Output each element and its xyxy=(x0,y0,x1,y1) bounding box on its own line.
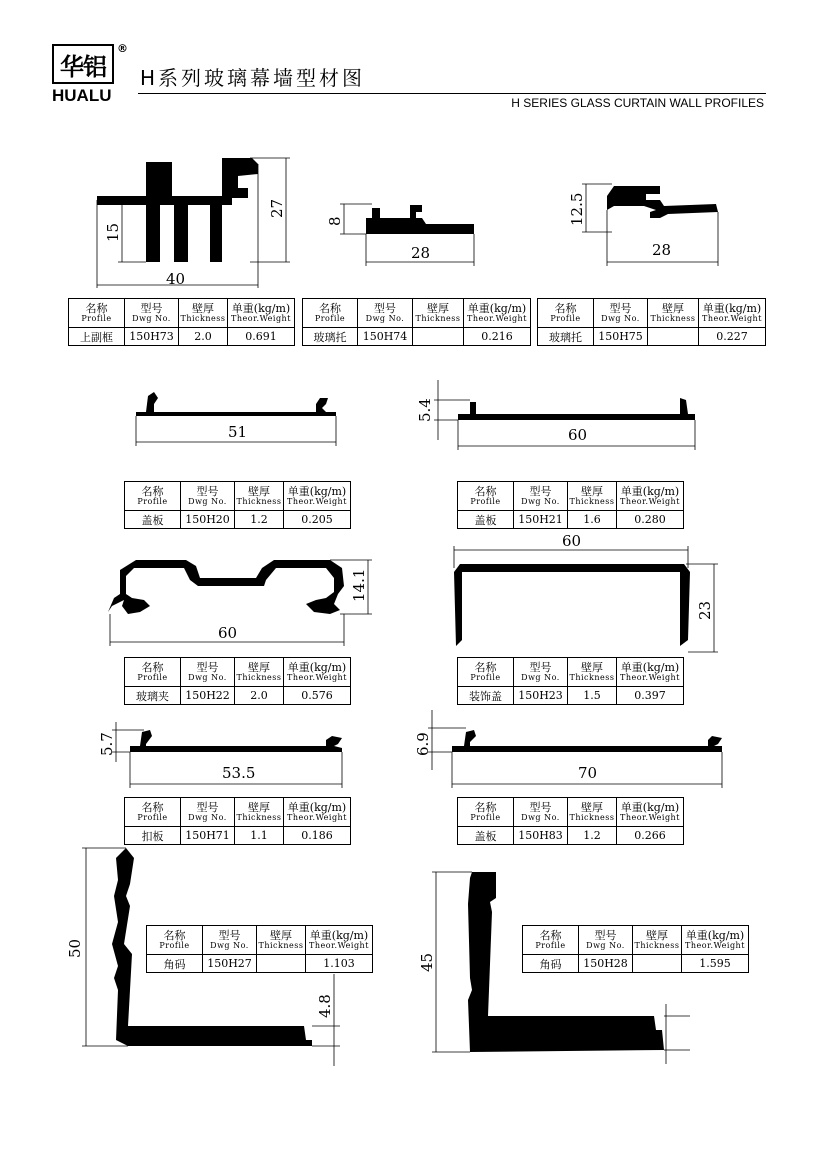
table-cell-dwg: 150H21 xyxy=(514,511,568,529)
header-cn: 单重(kg/m) xyxy=(309,928,369,942)
table-cell-thickness xyxy=(648,328,699,346)
dim-label: 50 xyxy=(66,938,84,958)
table-cell-name: 盖板 xyxy=(458,827,514,845)
header-cn: 型号 xyxy=(374,301,396,315)
dim-label: 53.5 xyxy=(222,764,256,782)
spec-table xyxy=(457,481,684,529)
header-en: Theor.Weight xyxy=(287,672,347,682)
table-header-cell xyxy=(69,299,125,328)
table-header-cell xyxy=(179,299,228,328)
profile-150H71-shape xyxy=(130,730,342,752)
header-en: Theor.Weight xyxy=(702,313,762,323)
table-cell-name: 装饰盖 xyxy=(458,687,514,705)
header-cn: 型号 xyxy=(196,660,219,674)
profile-150H22-shape xyxy=(108,560,344,614)
header-cn: 壁厚 xyxy=(248,800,270,814)
header-en: Theor.Weight xyxy=(287,496,347,506)
profile-150H75-shape xyxy=(607,186,718,218)
table-header-cell xyxy=(523,926,579,955)
page-title-en: H SERIES GLASS CURTAIN WALL PROFILES xyxy=(511,96,764,110)
header-en: Profile xyxy=(550,313,581,323)
dim-label: 6.9 xyxy=(414,732,432,756)
dim-label: 60 xyxy=(562,532,582,550)
spec-table xyxy=(124,797,351,845)
table-cell-weight: 0.691 xyxy=(228,328,295,346)
profile-150H23-shape xyxy=(454,564,690,646)
header-en: Thickness xyxy=(650,313,696,323)
dim-label: 40 xyxy=(166,270,186,288)
header-en: Thickness xyxy=(180,313,226,323)
header-cn: 名称 xyxy=(85,301,108,315)
dim-label: 12.5 xyxy=(568,192,586,226)
header-en: Profile xyxy=(159,940,190,950)
header-en: Profile xyxy=(81,313,112,323)
table-cell-weight: 0.205 xyxy=(284,511,351,529)
header-en: Dwg No. xyxy=(521,672,560,682)
logo-chars: 华铝 xyxy=(60,52,106,81)
header-en: Theor.Weight xyxy=(620,812,680,822)
header-en: Profile xyxy=(137,812,168,822)
profile-150H21-shape xyxy=(458,398,695,420)
table-header-cell xyxy=(284,658,351,687)
header-cn: 单重(kg/m) xyxy=(702,301,762,315)
header-en: Dwg No. xyxy=(521,812,560,822)
header-en: Dwg No. xyxy=(188,812,227,822)
header-cn: 壁厚 xyxy=(662,301,684,315)
table-cell-dwg: 150H23 xyxy=(514,687,568,705)
spec-table xyxy=(146,925,373,973)
header-en: Theor.Weight xyxy=(309,940,369,950)
profile-150H74-shape xyxy=(366,205,474,234)
table-cell-dwg: 150H27 xyxy=(203,955,257,973)
profile-150H83-shape xyxy=(452,730,722,752)
header-en: Dwg No. xyxy=(601,313,640,323)
table-cell-name: 盖板 xyxy=(125,511,181,529)
table-cell-weight: 0.227 xyxy=(699,328,766,346)
table-header-cell xyxy=(538,299,594,328)
table-header-cell xyxy=(464,299,531,328)
header-cn: 壁厚 xyxy=(646,928,668,942)
header-cn: 名称 xyxy=(141,660,164,674)
page-title-cn: H系列玻璃幕墙型材图 xyxy=(140,66,366,90)
header-en: Theor.Weight xyxy=(685,940,745,950)
dim-label: 70 xyxy=(578,764,598,782)
spec-table xyxy=(124,657,351,705)
table-cell-thickness: 1.2 xyxy=(235,511,284,529)
table-header-cell xyxy=(514,482,568,511)
table-cell-weight: 0.397 xyxy=(617,687,684,705)
dim-label: 45 xyxy=(418,952,436,972)
table-header-cell xyxy=(568,482,617,511)
header-cn: 名称 xyxy=(163,928,186,942)
table-cell-name: 玻璃夹 xyxy=(125,687,181,705)
dim-label: 60 xyxy=(218,624,238,642)
table-header-cell xyxy=(125,658,181,687)
dim-label: 4.8 xyxy=(316,994,334,1018)
table-header-cell xyxy=(514,658,568,687)
header-en: Theor.Weight xyxy=(620,672,680,682)
header-en: Profile xyxy=(470,672,501,682)
header-cn: 壁厚 xyxy=(270,928,292,942)
table-header-cell xyxy=(458,798,514,827)
table-header-cell xyxy=(235,482,284,511)
dim-label: 27 xyxy=(268,198,286,218)
header-cn: 单重(kg/m) xyxy=(231,301,291,315)
table-header-cell xyxy=(458,658,514,687)
dim-label: 23 xyxy=(696,600,714,620)
header-cn: 单重(kg/m) xyxy=(685,928,745,942)
table-header-cell xyxy=(306,926,373,955)
header-en: Profile xyxy=(535,940,566,950)
header-cn: 型号 xyxy=(529,484,552,498)
table-header-cell xyxy=(284,482,351,511)
table-cell-thickness: 2.0 xyxy=(235,687,284,705)
table-cell-thickness: 1.6 xyxy=(568,511,617,529)
dim-label: 5.7 xyxy=(98,732,116,756)
dim-label: 51 xyxy=(228,423,248,441)
header-cn: 型号 xyxy=(196,800,219,814)
table-cell-weight: 0.280 xyxy=(617,511,684,529)
table-header-cell xyxy=(125,299,179,328)
table-header-cell xyxy=(235,658,284,687)
spec-table xyxy=(457,657,684,705)
table-cell-name: 盖板 xyxy=(458,511,514,529)
header-cn: 壁厚 xyxy=(248,484,270,498)
header-en: Theor.Weight xyxy=(287,812,347,822)
table-header-cell xyxy=(514,798,568,827)
table-header-cell xyxy=(235,798,284,827)
header-en: Thickness xyxy=(236,812,282,822)
table-cell-thickness xyxy=(633,955,682,973)
table-cell-weight: 0.216 xyxy=(464,328,531,346)
header-cn: 名称 xyxy=(554,301,577,315)
header-cn: 单重(kg/m) xyxy=(620,660,680,674)
table-header-cell xyxy=(699,299,766,328)
table-cell-dwg: 150H20 xyxy=(181,511,235,529)
table-header-cell xyxy=(617,482,684,511)
header-cn: 壁厚 xyxy=(427,301,449,315)
header-cn: 壁厚 xyxy=(581,800,603,814)
dim-label: 14.1 xyxy=(350,568,368,602)
header-en: Dwg No. xyxy=(132,313,171,323)
header-cn: 型号 xyxy=(196,484,219,498)
table-header-cell xyxy=(458,482,514,511)
header-cn: 壁厚 xyxy=(581,484,603,498)
spec-table xyxy=(457,797,684,845)
table-header-cell xyxy=(568,658,617,687)
header-cn: 名称 xyxy=(474,800,497,814)
header-cn: 单重(kg/m) xyxy=(620,484,680,498)
table-cell-weight: 1.103 xyxy=(306,955,373,973)
table-cell-name: 玻璃托 xyxy=(538,328,594,346)
table-cell-dwg: 150H75 xyxy=(594,328,648,346)
header-cn: 壁厚 xyxy=(581,660,603,674)
header-en: Profile xyxy=(470,496,501,506)
table-header-cell xyxy=(257,926,306,955)
table-header-cell xyxy=(413,299,464,328)
table-cell-dwg: 150H73 xyxy=(125,328,179,346)
table-cell-dwg: 150H83 xyxy=(514,827,568,845)
table-cell-thickness: 1.1 xyxy=(235,827,284,845)
dim-label: 8 xyxy=(648,1032,666,1042)
table-header-cell xyxy=(203,926,257,955)
table-cell-name: 角码 xyxy=(147,955,203,973)
header-en: Thickness xyxy=(569,812,615,822)
header-en: Theor.Weight xyxy=(620,496,680,506)
header-en: Thickness xyxy=(236,672,282,682)
header-en: Profile xyxy=(137,496,168,506)
table-header-cell xyxy=(181,658,235,687)
table-cell-name: 扣板 xyxy=(125,827,181,845)
logo-text: HUALU xyxy=(52,86,112,105)
header-cn: 名称 xyxy=(319,301,341,315)
registered-mark: ® xyxy=(117,42,128,55)
spec-table xyxy=(302,298,531,346)
table-header-cell xyxy=(303,299,358,328)
table-header-cell xyxy=(181,482,235,511)
spec-table xyxy=(522,925,749,973)
table-cell-weight: 0.266 xyxy=(617,827,684,845)
table-header-cell xyxy=(648,299,699,328)
header-cn: 名称 xyxy=(539,928,562,942)
table-cell-dwg: 150H71 xyxy=(181,827,235,845)
table-header-cell xyxy=(228,299,295,328)
header-cn: 型号 xyxy=(529,800,552,814)
header-en: Profile xyxy=(470,812,501,822)
header-en: Dwg No. xyxy=(210,940,249,950)
header-en: Dwg No. xyxy=(365,313,405,323)
header-cn: 名称 xyxy=(141,484,164,498)
table-cell-thickness: 2.0 xyxy=(179,328,228,346)
header-cn: 单重(kg/m) xyxy=(467,301,527,315)
header-cn: 壁厚 xyxy=(192,301,214,315)
header-cn: 名称 xyxy=(474,484,497,498)
table-cell-weight: 0.576 xyxy=(284,687,351,705)
table-cell-dwg: 150H74 xyxy=(358,328,413,346)
dim-label: 60 xyxy=(568,426,588,444)
profile-150H20-shape xyxy=(136,392,336,416)
header-cn: 名称 xyxy=(141,800,164,814)
dim-label: 15 xyxy=(104,222,122,242)
header-en: Thickness xyxy=(258,940,304,950)
table-cell-name: 上副框 xyxy=(69,328,125,346)
dim-label: 8 xyxy=(326,216,344,226)
table-header-cell xyxy=(125,482,181,511)
table-header-cell xyxy=(579,926,633,955)
spec-table xyxy=(124,481,351,529)
table-cell-thickness: 1.5 xyxy=(568,687,617,705)
table-header-cell xyxy=(358,299,413,328)
header-cn: 型号 xyxy=(609,301,632,315)
table-header-cell xyxy=(617,658,684,687)
header-cn: 型号 xyxy=(218,928,241,942)
header-cn: 单重(kg/m) xyxy=(287,484,347,498)
header-en: Profile xyxy=(314,313,346,323)
header-en: Dwg No. xyxy=(586,940,625,950)
header-cn: 名称 xyxy=(474,660,497,674)
table-header-cell xyxy=(125,798,181,827)
table-header-cell xyxy=(617,798,684,827)
table-header-cell xyxy=(633,926,682,955)
table-header-cell xyxy=(284,798,351,827)
dim-label: 5.4 xyxy=(416,398,434,422)
header-cn: 单重(kg/m) xyxy=(620,800,680,814)
header-en: Dwg No. xyxy=(188,672,227,682)
table-cell-thickness xyxy=(257,955,306,973)
table-cell-name: 角码 xyxy=(523,955,579,973)
spec-table xyxy=(537,298,766,346)
dim-label: 28 xyxy=(411,244,431,262)
header-cn: 型号 xyxy=(140,301,163,315)
dim-label: 28 xyxy=(652,241,672,259)
profile-150H73-shape xyxy=(97,158,258,262)
header-en: Thickness xyxy=(569,672,615,682)
header-en: Thickness xyxy=(236,496,282,506)
table-cell-weight: 1.595 xyxy=(682,955,749,973)
header-en: Thickness xyxy=(569,496,615,506)
header-en: Theor.Weight xyxy=(467,313,527,323)
table-cell-thickness: 1.2 xyxy=(568,827,617,845)
header-en: Dwg No. xyxy=(521,496,560,506)
table-header-cell xyxy=(147,926,203,955)
header-en: Profile xyxy=(137,672,168,682)
header-cn: 型号 xyxy=(594,928,617,942)
table-header-cell xyxy=(682,926,749,955)
header-en: Dwg No. xyxy=(188,496,227,506)
table-cell-name: 玻璃托 xyxy=(303,328,358,346)
table-cell-thickness xyxy=(413,328,464,346)
header-en: Thickness xyxy=(634,940,680,950)
table-header-cell xyxy=(568,798,617,827)
header-cn: 型号 xyxy=(529,660,552,674)
table-header-cell xyxy=(181,798,235,827)
table-cell-weight: 0.186 xyxy=(284,827,351,845)
table-cell-dwg: 150H22 xyxy=(181,687,235,705)
table-header-cell xyxy=(594,299,648,328)
header-en: Theor.Weight xyxy=(231,313,291,323)
header-cn: 壁厚 xyxy=(248,660,270,674)
header-cn: 单重(kg/m) xyxy=(287,800,347,814)
header-cn: 单重(kg/m) xyxy=(287,660,347,674)
header-en: Thickness xyxy=(415,313,461,323)
table-cell-dwg: 150H28 xyxy=(579,955,633,973)
spec-table xyxy=(68,298,295,346)
